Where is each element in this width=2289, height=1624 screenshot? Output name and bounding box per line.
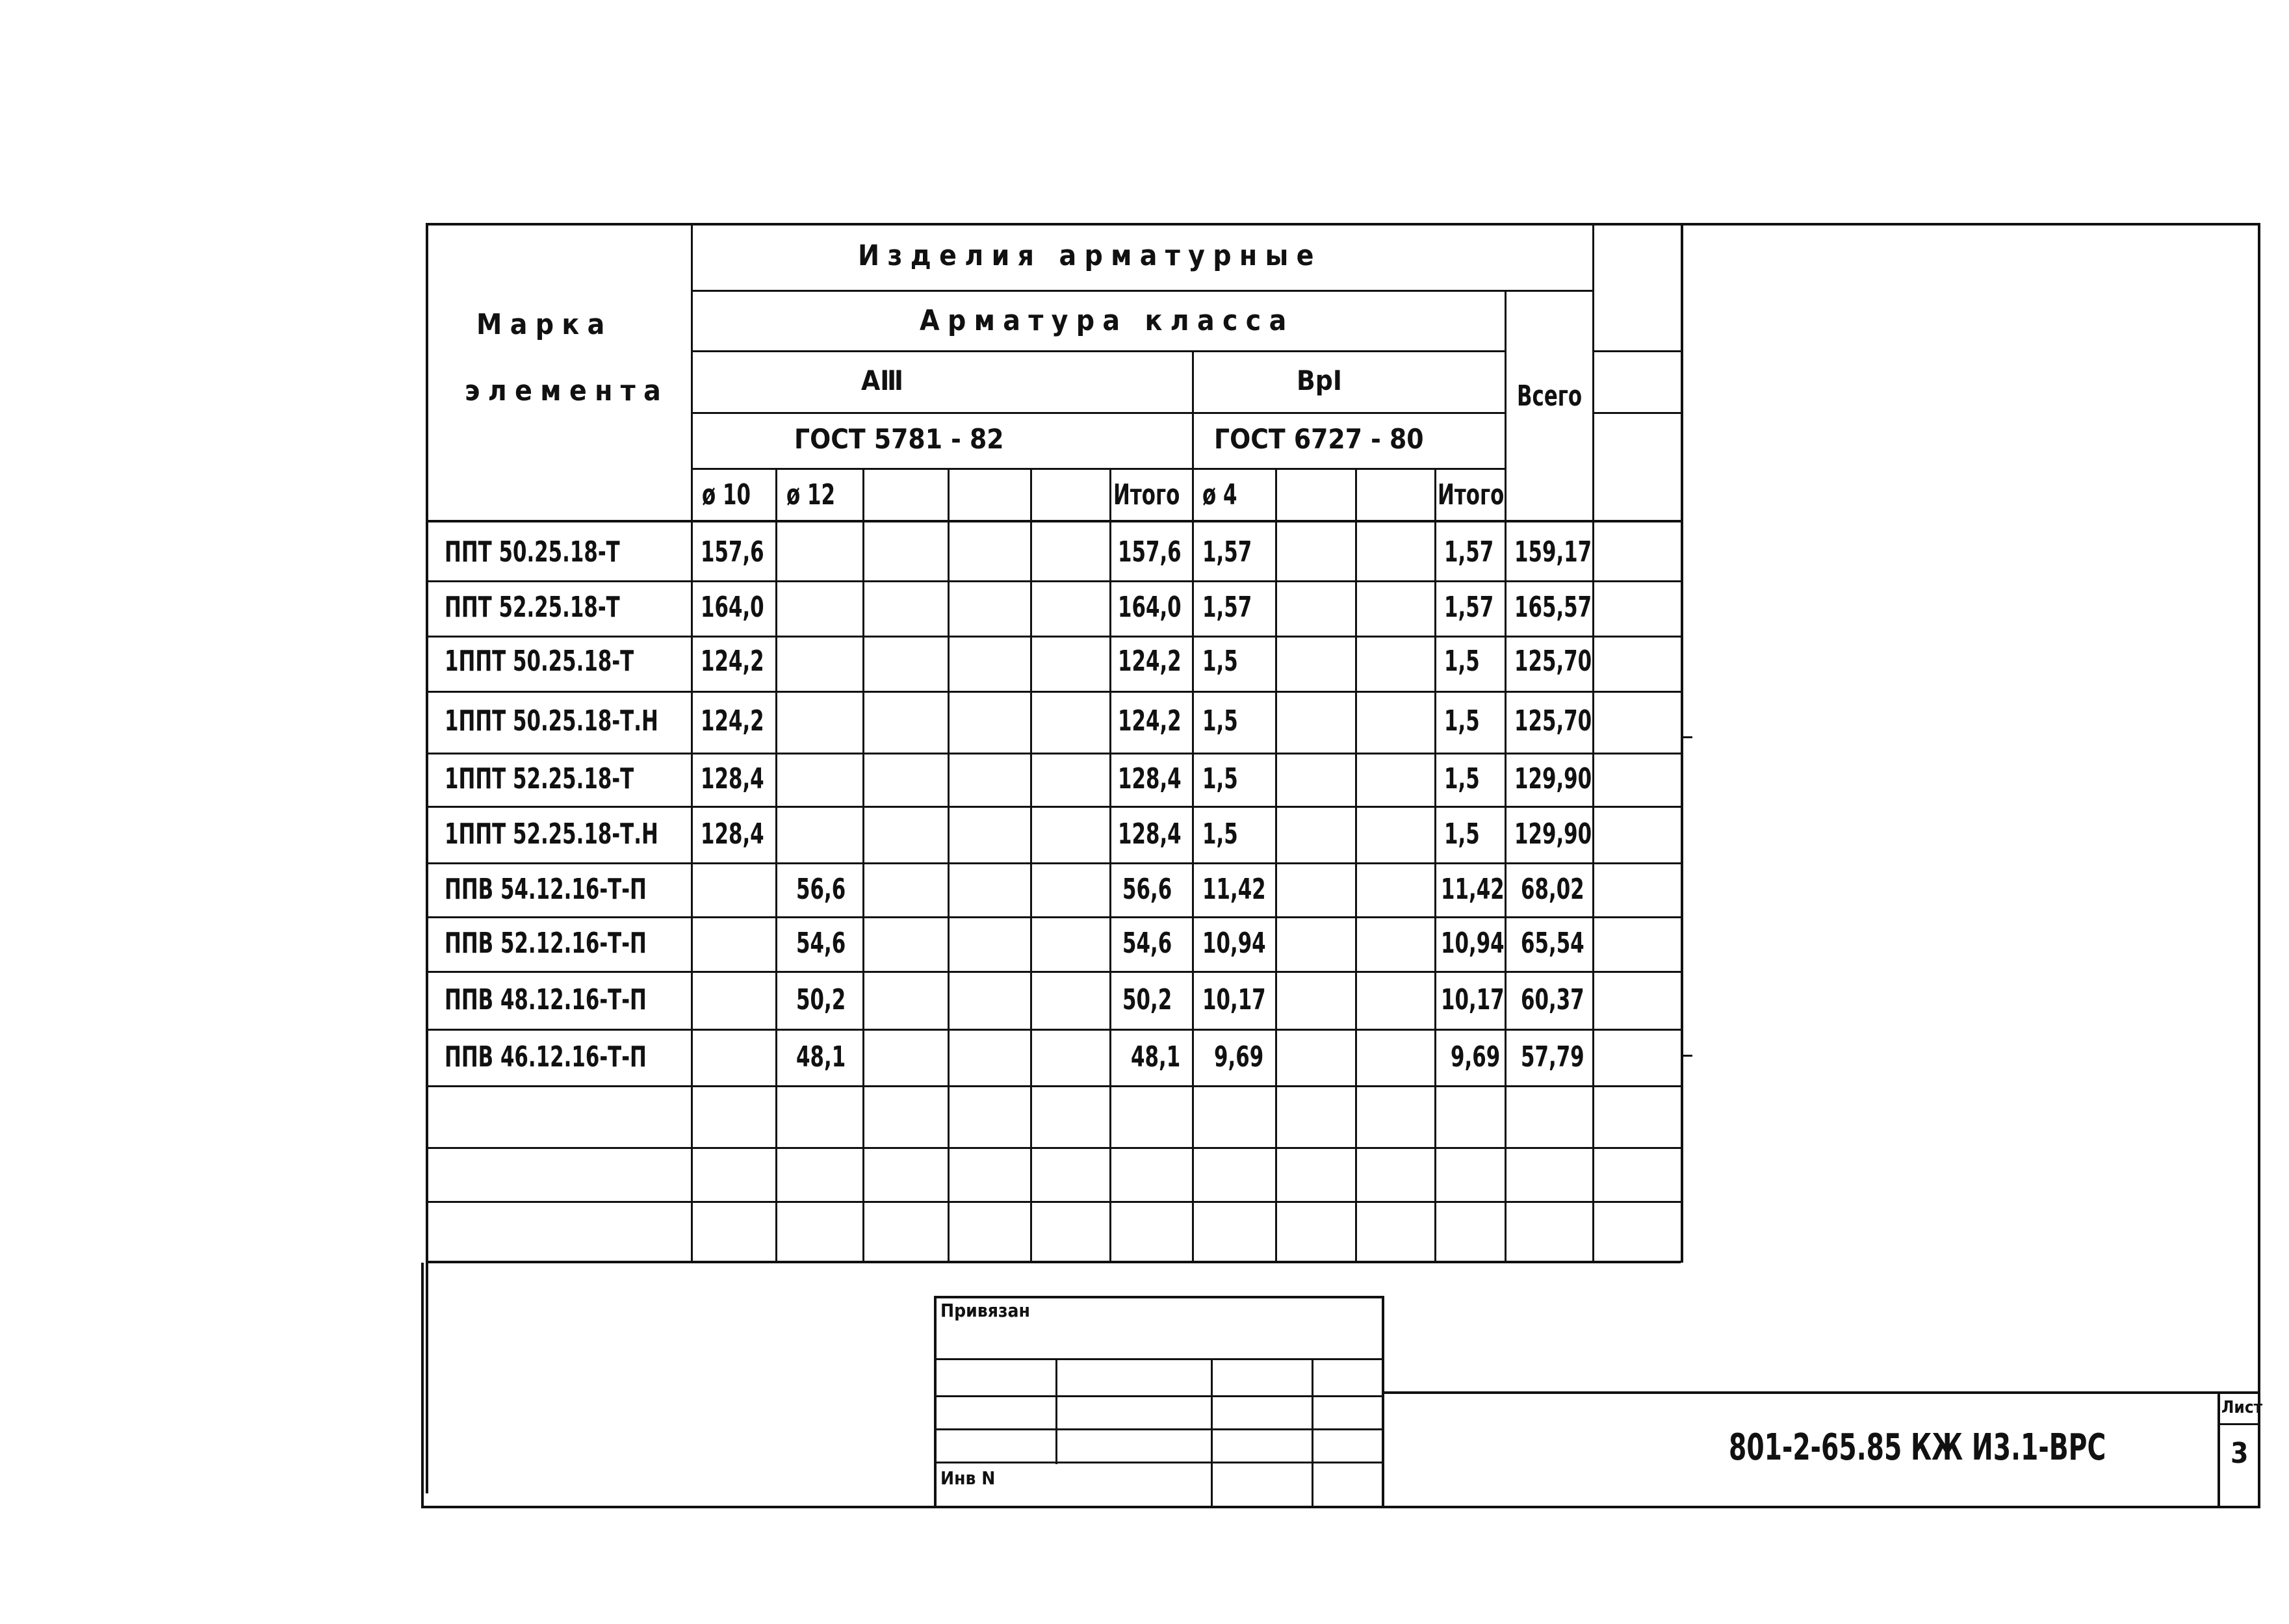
cell-d4: 1,5 [1202, 762, 1238, 795]
row-mark: 1ППТ 50.25.18-Т [445, 645, 634, 678]
cell-d4: 1,57 [1202, 535, 1252, 569]
cell-d4: 10,17 [1202, 983, 1266, 1016]
cell-total: 68,02 [1521, 873, 1584, 906]
cell-total: 60,37 [1521, 983, 1584, 1016]
cell-d4: 1,5 [1202, 645, 1238, 678]
cell-d12: 56,6 [796, 873, 846, 906]
inv-no-label: Инв N [940, 1467, 996, 1489]
frame-bottom-border [421, 1506, 2260, 1508]
cell-itogo-a3: 48,1 [1131, 1040, 1181, 1074]
cell-d4: 1,5 [1202, 704, 1238, 738]
cell-itogo-vr1: 1,57 [1444, 591, 1494, 624]
cell-itogo-a3: 157,6 [1118, 535, 1182, 569]
gost-vr1: ГОСТ 6727 - 80 [1214, 423, 1424, 455]
cell-d10: 124,2 [701, 645, 764, 678]
cell-itogo-a3: 50,2 [1122, 983, 1172, 1016]
cell-d4: 1,57 [1202, 591, 1252, 624]
cell-total: 159,17 [1514, 535, 1592, 569]
cell-total: 165,57 [1514, 591, 1592, 624]
cell-itogo-a3: 124,2 [1118, 704, 1182, 738]
table-top-border [426, 223, 2260, 226]
row-mark: ППВ 54.12.16-Т-П [445, 873, 647, 906]
col-itogo-a3: Итого [1113, 478, 1180, 511]
row-mark: 1ППТ 52.25.18-Т [445, 762, 634, 795]
total-header: Всего [1517, 380, 1583, 413]
col-d4: ø 4 [1202, 478, 1237, 511]
cell-d4: 1,5 [1202, 818, 1238, 851]
cell-d10: 164,0 [701, 591, 764, 624]
cell-total: 129,90 [1514, 818, 1592, 851]
cell-itogo-vr1: 11,42 [1441, 873, 1505, 906]
cell-itogo-vr1: 1,5 [1444, 818, 1480, 851]
frame-right-border [2258, 223, 2260, 1506]
cell-total: 125,70 [1514, 704, 1592, 738]
cell-itogo-a3: 54,6 [1122, 927, 1172, 960]
header-bottom-line [426, 520, 1681, 522]
edge-tick [1681, 736, 1692, 738]
cell-itogo-a3: 128,4 [1118, 818, 1182, 851]
row-mark: 1ППТ 52.25.18-Т.Н [445, 818, 658, 851]
cell-d4: 11,42 [1202, 873, 1266, 906]
cell-itogo-vr1: 10,17 [1441, 983, 1505, 1016]
document-code: 801-2-65.85 КЖ И3.1-ВРС [1729, 1426, 2106, 1469]
class-a3: АⅢ [861, 365, 903, 396]
mark-label-line1: Марка [476, 308, 613, 341]
frame-left-lower [421, 1263, 424, 1508]
cell-total: 65,54 [1521, 927, 1584, 960]
cell-d10: 128,4 [701, 762, 764, 795]
cell-itogo-vr1: 1,5 [1444, 762, 1480, 795]
col-d10: ø 10 [702, 478, 751, 511]
cell-itogo-vr1: 9,69 [1451, 1040, 1501, 1074]
cell-itogo-a3: 56,6 [1122, 873, 1172, 906]
privyazan-label: Привязан [940, 1300, 1030, 1321]
gost-a3: ГОСТ 5781 - 82 [794, 423, 1004, 455]
cell-total: 125,70 [1514, 645, 1592, 678]
cell-itogo-vr1: 1,57 [1444, 535, 1494, 569]
cell-total: 129,90 [1514, 762, 1592, 795]
cell-d10: 128,4 [701, 818, 764, 851]
col-itogo-vr1: Итого [1438, 478, 1505, 511]
cell-total: 57,79 [1521, 1040, 1584, 1074]
cell-itogo-a3: 128,4 [1118, 762, 1182, 795]
row-mark: ППВ 48.12.16-Т-П [445, 983, 647, 1016]
cell-itogo-vr1: 1,5 [1444, 645, 1480, 678]
class-header: Арматура класса [920, 304, 1295, 337]
cell-itogo-vr1: 10,94 [1441, 927, 1505, 960]
row-mark: ППВ 46.12.16-Т-П [445, 1040, 647, 1074]
cell-d12: 54,6 [796, 927, 846, 960]
row-mark: ППВ 52.12.16-Т-П [445, 927, 647, 960]
cell-d10: 157,6 [701, 535, 764, 569]
row-mark: ППТ 52.25.18-Т [445, 591, 620, 624]
header-main: Изделия арматурные [858, 239, 1322, 272]
cell-d12: 50,2 [796, 983, 846, 1016]
table-right-border [1681, 223, 1683, 1263]
cell-d4: 9,69 [1214, 1040, 1264, 1074]
row-mark: 1ППТ 50.25.18-Т.Н [445, 704, 658, 738]
cell-itogo-vr1: 1,5 [1444, 704, 1480, 738]
edge-tick [1681, 1055, 1692, 1057]
mark-label-line2: элемента [465, 374, 669, 407]
cell-d10: 124,2 [701, 704, 764, 738]
cell-d12: 48,1 [796, 1040, 846, 1074]
table-left-border [426, 223, 428, 1493]
class-vr1: ВрⅠ [1297, 365, 1342, 396]
col-d12: ø 12 [786, 478, 835, 511]
cell-d4: 10,94 [1202, 927, 1266, 960]
sheet-label: Лист [2221, 1398, 2263, 1417]
sheet-number: 3 [2231, 1437, 2249, 1470]
row-mark: ППТ 50.25.18-Т [445, 535, 620, 569]
cell-itogo-a3: 164,0 [1118, 591, 1182, 624]
cell-itogo-a3: 124,2 [1118, 645, 1182, 678]
